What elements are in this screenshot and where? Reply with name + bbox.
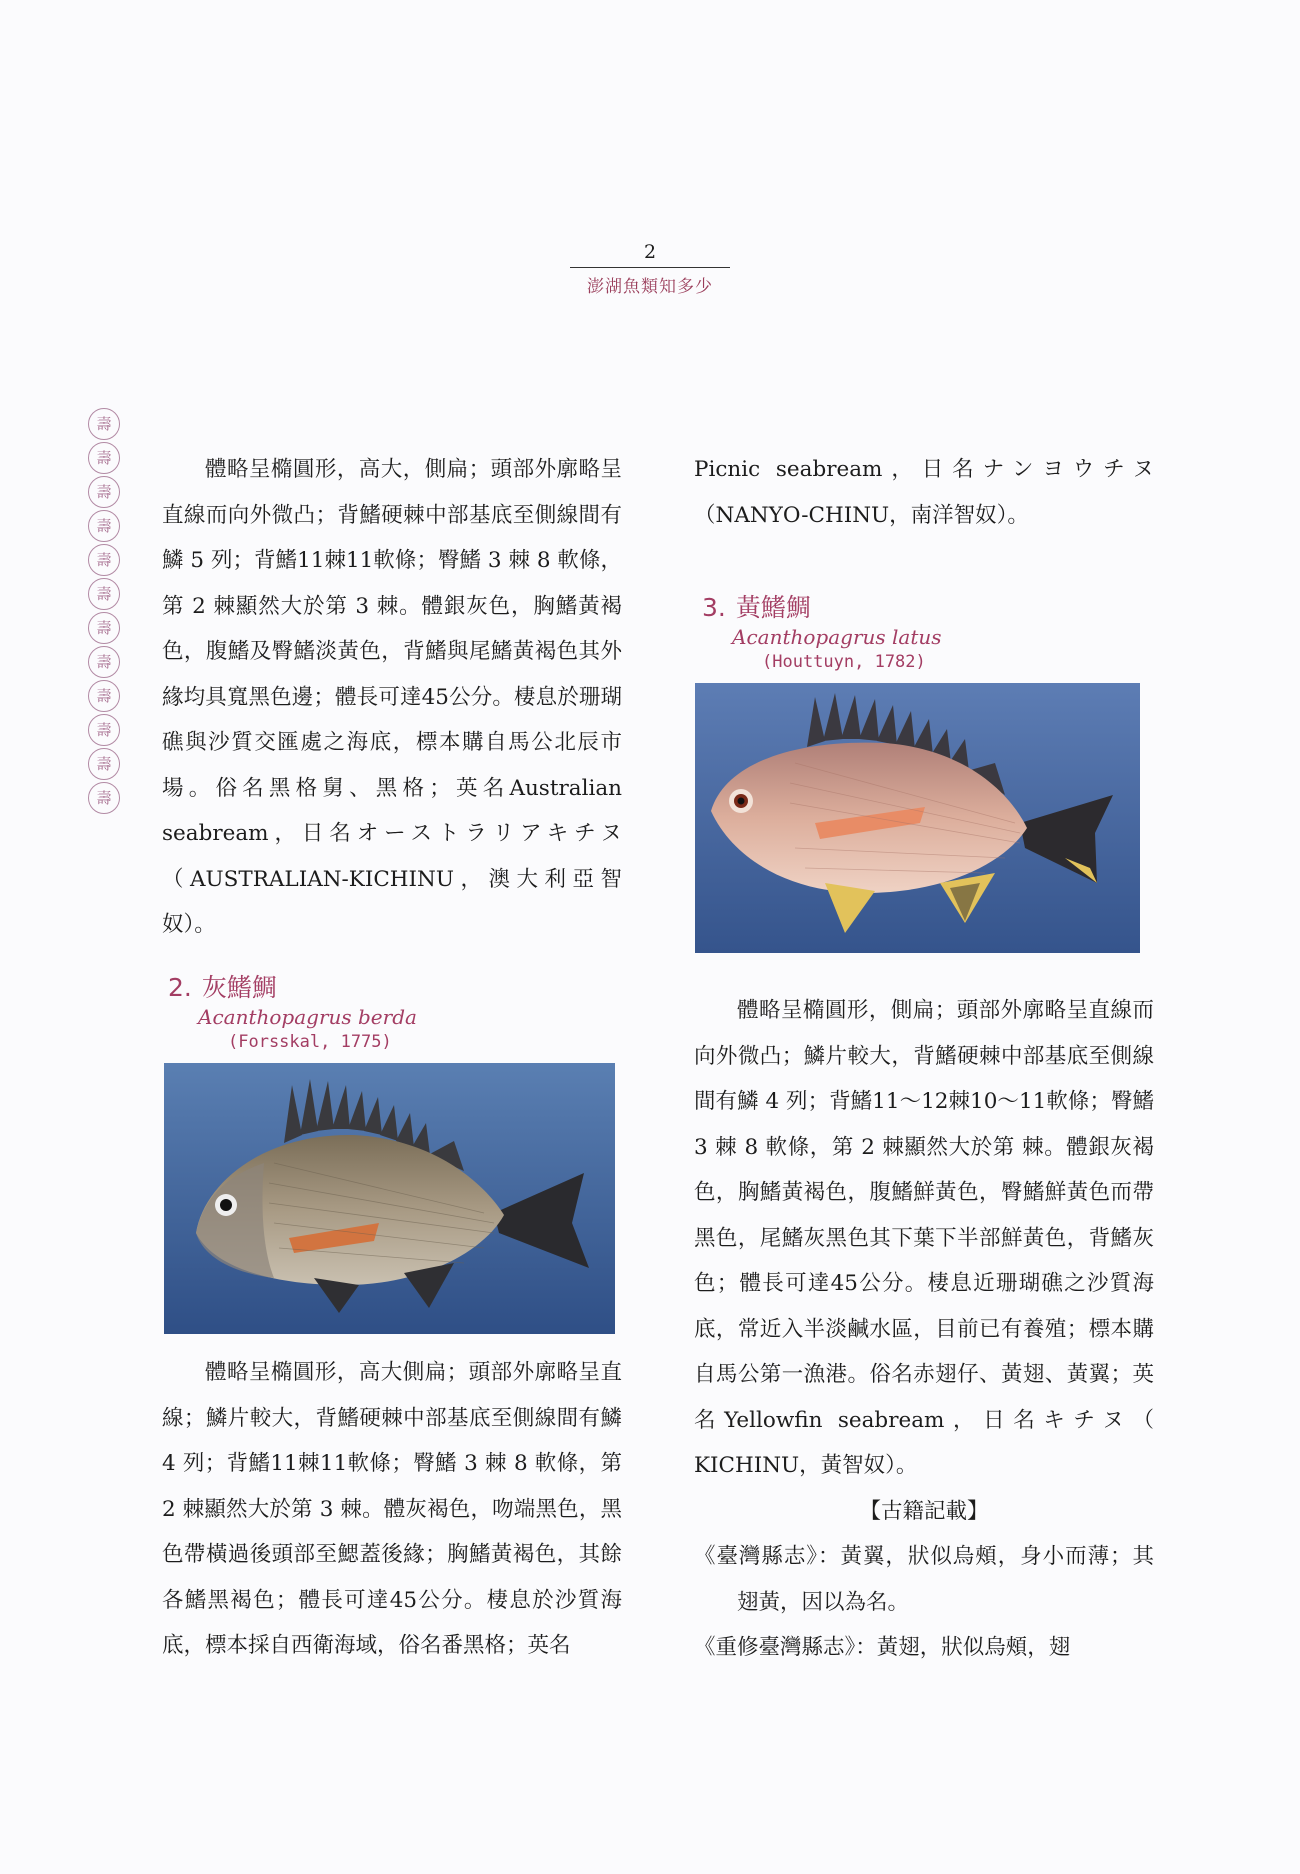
right-column-bottom	[694, 988, 1154, 1671]
seal-icon: 壽	[88, 476, 120, 508]
seal-icon: 壽	[88, 510, 120, 542]
species1-description: 體略呈橢圓形，高大，側扁；頭部外廓略呈直線而向外微凸；背鰭硬棘中部基底至側線間有鱗 5 列；背鰭11棘11軟條；臀鰭 3 棘 8 軟條，第 2 棘顯然大於第 3 棘。體銀灰色，胸鰭黃褐色，腹鰭及臀鰭淡黃色，背鰭與尾鰭黃褐色其外緣均具寬黑色邊；體長可達45公分。棲息於珊瑚礁與沙質交匯處之海底，標本購自馬公北辰市場。俗名黑格舅、黑格；英名Australian seabream，日名オーストラリアキチヌ（AUSTRALIAN-KICHINU，澳大利亞智奴）。	[162, 457, 622, 937]
right-column-top	[694, 447, 1154, 538]
species2-number: 2.	[168, 973, 192, 1002]
seal-icon: 壽	[88, 646, 120, 678]
historical-quote-1: 《臺灣縣志》：黃翼，狀似烏頰，身小而薄；其翅黃，因以為名。	[694, 1544, 1154, 1615]
fish-photo-icon	[164, 1063, 615, 1334]
page-number: 2	[643, 241, 657, 263]
seal-icon: 壽	[88, 442, 120, 474]
seal-icon: 壽	[88, 578, 120, 610]
seal-icon: 壽	[88, 544, 120, 576]
species3-heading	[702, 592, 942, 674]
species3-scientific-name: Acanthopagrus latus	[732, 625, 942, 649]
left-column-top	[162, 447, 622, 947]
fish-photo-icon	[695, 683, 1140, 953]
species2-title	[168, 972, 417, 1004]
seal-icon: 壽	[88, 748, 120, 780]
seal-ornament-column	[88, 408, 122, 814]
species2-photo	[164, 1063, 615, 1334]
seal-icon: 壽	[88, 408, 120, 440]
species2-authority: (Forsskal, 1775)	[228, 1032, 392, 1052]
page-header	[0, 240, 1300, 297]
historical-quote-2: 《重修臺灣縣志》：黃翅，狀似烏頰，翅	[694, 1635, 1071, 1660]
species3-description: 體略呈橢圓形，側扁；頭部外廓略呈直線而向外微凸；鱗片較大，背鰭硬棘中部基底至側線間有鱗 4 列；背鰭11～12棘10～11軟條；臀鰭 3 棘 8 軟條，第 2 棘顯然大於第 棘。體銀灰褐色，胸鰭黃褐色，腹鰭鮮黃色，臀鰭鮮黃色而帶黑色，尾鰭灰黑色其下葉下半部鮮黃色，背鰭灰色；體長可達45公分。棲息近珊瑚礁之沙質海底，常近入半淡鹹水區，目前已有養殖；標本購自馬公第一漁港。俗名赤翅仔、黃翅、黃翼；英名Yellowfin seabream，日名キチヌ（ KICHINU，黃智奴）。	[694, 998, 1154, 1478]
species2-heading	[168, 972, 417, 1054]
species3-title	[702, 592, 942, 624]
species1-description-continued: Picnic seabream，日名ナンヨウチヌ（NANYO-CHINU，南洋智奴）。	[694, 457, 1154, 528]
running-title: 澎湖魚類知多少	[587, 277, 713, 297]
header-rule	[570, 267, 730, 268]
left-column-bottom	[162, 1350, 622, 1669]
species3-name: 黃鰭鯛	[735, 593, 811, 622]
species2-description: 體略呈橢圓形，高大側扁；頭部外廓略呈直線；鱗片較大，背鰭硬棘中部基底至側線間有鱗 4 列；背鰭11棘11軟條；臀鰭 3 棘 8 軟條，第 2 棘顯然大於第 3 棘。體灰褐色，吻端黑色，黑色帶橫過後頭部至鰓蓋後緣；胸鰭黃褐色，其餘各鰭黑褐色；體長可達45公分。棲息於沙質海底，標本採自西衛海域，俗名番黑格；英名	[162, 1360, 622, 1658]
seal-icon: 壽	[88, 612, 120, 644]
species3-number: 3.	[702, 593, 726, 622]
seal-icon: 壽	[88, 714, 120, 746]
seal-icon: 壽	[88, 680, 120, 712]
species2-name: 灰鰭鯛	[201, 973, 277, 1002]
section-heading-historical: 【古籍記載】	[859, 1498, 989, 1524]
species2-scientific-name: Acanthopagrus berda	[198, 1005, 417, 1029]
seal-icon: 壽	[88, 782, 120, 814]
species3-authority: (Houttuyn, 1782)	[762, 652, 926, 672]
species3-photo	[695, 683, 1140, 953]
